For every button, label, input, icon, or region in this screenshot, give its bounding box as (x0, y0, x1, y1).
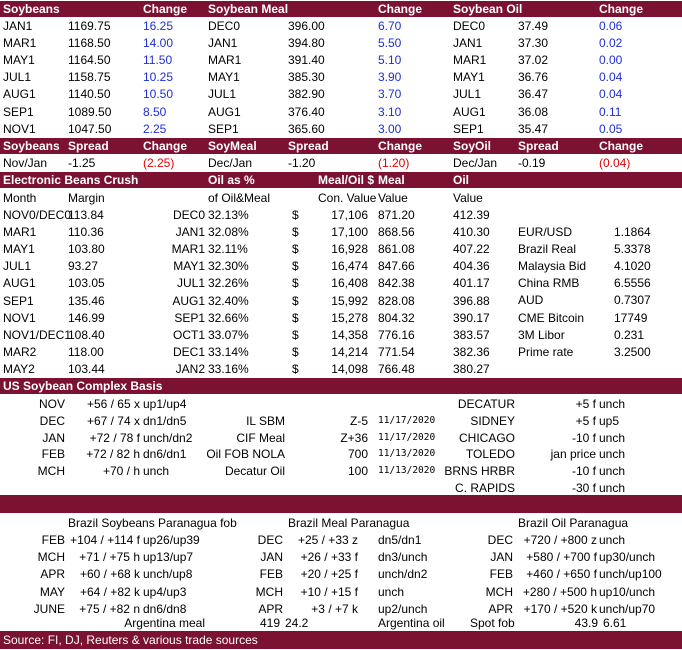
basis-date: 11/17/2020 (378, 414, 436, 426)
crush-margin: 118.00 (68, 344, 104, 359)
brazil-oil-month: JAN (490, 550, 513, 565)
brazil-soy-basis: +64 / +82 k (79, 584, 140, 599)
spot-fob-label: Spot fob (470, 616, 515, 630)
crush-oil-value: 390.17 (453, 310, 490, 325)
basis-title: US Soybean Complex Basis (3, 379, 163, 393)
basis-value: +67 / 74 x (86, 413, 140, 428)
soymeal-change: 3.70 (378, 87, 402, 102)
market-label: Malaysia Bid (518, 259, 587, 274)
source-note: Source: FI, DJ, Reuters & various trade sources (3, 633, 258, 647)
argentina-oil-value1: 43.9 (574, 616, 598, 630)
basis-change: dn6/dn1 (143, 447, 187, 462)
brazil-soy-month: FEB (41, 533, 65, 547)
soyoil-price: 36.47 (518, 87, 549, 102)
brazil-meal-month: JAN (260, 550, 283, 565)
soyoil-change: 0.04 (599, 87, 623, 102)
crush-oil-value: 412.39 (453, 208, 490, 222)
crush-oil-pct: 32.13% (208, 208, 249, 222)
brazil-soy-change: dn6/dn8 (143, 601, 187, 616)
crush-meal-value: 871.20 (378, 208, 415, 222)
brazil-meal-month: DEC (257, 533, 283, 547)
soyoil-price: 37.02 (518, 53, 549, 68)
crush-meal-header: Meal (378, 173, 405, 187)
crush-month: MAR1 (3, 225, 37, 240)
soyoil-price: 35.47 (518, 121, 549, 136)
soyoil-header: Soybean Oil (453, 2, 523, 16)
soyoil-change: 0.04 (599, 70, 623, 85)
crush-oil-value: 396.88 (453, 293, 490, 308)
soymeal-month: DEC0 (208, 19, 241, 33)
basis-change: unch/dn2 (143, 430, 193, 445)
crush-meal-value: 868.56 (378, 225, 415, 240)
basis-value: +72 / 82 h (86, 447, 140, 462)
crush-meal-value: 828.08 (378, 293, 415, 308)
crush-oil-month: DEC0 (172, 208, 205, 222)
crush-oil-value: 380.27 (453, 361, 490, 376)
crush-oil-value-subheader: Value (453, 191, 483, 205)
basis-location: C. RAPIDS (454, 481, 515, 495)
soymeal-month: MAR1 (208, 53, 242, 68)
spread-soybeans-label: Nov/Jan (3, 156, 48, 170)
brazil-meal-change: up2/unch (378, 601, 428, 616)
crush-con-value: 14,214 (331, 344, 368, 359)
crush-meal-value: 804.32 (378, 310, 415, 325)
crush-meal-value: 847.66 (378, 259, 415, 274)
basis-value: +72 / 78 f (89, 430, 140, 445)
basis-month: JAN (42, 430, 65, 445)
crush-margin: 108.40 (68, 327, 105, 342)
spread-soymeal-label: Dec/Jan (208, 156, 253, 170)
crush-meal-value-subheader: Value (378, 191, 408, 205)
soyoil-change: 0.00 (599, 53, 623, 68)
soymeal-change: 5.50 (378, 36, 402, 51)
market-label: CME Bitcoin (518, 310, 585, 325)
soybean-price: 1158.75 (68, 70, 111, 85)
market-label: China RMB (518, 276, 580, 291)
spread-soybeans-change-header: Change (143, 139, 188, 153)
soybean-month: AUG1 (3, 87, 36, 102)
crush-oil-value: 407.22 (453, 242, 490, 257)
soymeal-month: AUG1 (208, 104, 241, 119)
brazil-oil-change: unch (599, 533, 626, 547)
spread-soyoil-value: -0.19 (518, 156, 546, 170)
brazil-oil-month: APR (488, 601, 513, 616)
crush-margin: 146.99 (68, 310, 105, 325)
brazil-meal-basis: +10 / +15 f (300, 584, 358, 599)
crush-month: MAY2 (3, 361, 35, 376)
brazil-oil-change: unch/up100 (599, 567, 662, 582)
soymeal-change: 3.10 (378, 104, 402, 119)
crush-con-value: 16,928 (331, 242, 368, 257)
crush-meal-value: 766.48 (378, 361, 415, 376)
crush-con-value: 15,278 (331, 310, 368, 325)
spread-soymeal-value: -1.20 (288, 156, 316, 170)
basis-location: SIDNEY (470, 413, 515, 428)
soyoil-month: DEC0 (453, 19, 486, 33)
crush-meal-value: 771.54 (378, 344, 415, 359)
basis-location: BRNS HRBR (444, 464, 515, 479)
crush-oil-value: 401.17 (453, 276, 490, 291)
crush-oil-value: 410.30 (453, 225, 490, 240)
spread-soymeal-header: SoyMeal (208, 139, 257, 153)
market-value: 3.2500 (614, 344, 651, 359)
brazil-meal-change: unch (378, 584, 405, 599)
soybean-change: 16.25 (143, 19, 174, 33)
soyoil-price: 36.08 (518, 104, 549, 119)
crush-meal-oil-header: Meal/Oil $ (318, 173, 375, 187)
crush-oil-pct: 32.26% (208, 276, 249, 291)
crush-oil-month: MAY1 (173, 259, 205, 274)
soymeal-change: 5.10 (378, 53, 402, 68)
basis-location-change: unch (599, 464, 626, 479)
soyoil-change: 0.06 (599, 19, 623, 33)
market-label: EUR/USD (518, 225, 573, 239)
brazil-meal-change: unch/dn2 (378, 567, 428, 582)
spread-soybeans-spread-header: Spread (68, 139, 109, 153)
soyoil-month: SEP1 (453, 121, 484, 136)
basis-location-change: unch (599, 481, 626, 495)
basis-location-value: jan price (550, 447, 596, 462)
soybean-price: 1089.50 (68, 104, 112, 119)
basis-location-change: unch (599, 397, 626, 411)
brazil-soy-basis: +60 / +68 k (79, 567, 140, 582)
brazil-soy-basis: +71 / +75 h (79, 550, 140, 565)
soymeal-month: JAN1 (208, 36, 238, 51)
soybean-price: 1140.50 (68, 87, 111, 102)
brazil-oil-month: DEC (487, 533, 513, 547)
soymeal-month: SEP1 (208, 121, 239, 136)
soybean-price: 1047.50 (68, 121, 112, 136)
crush-dollar-sign: $ (292, 208, 299, 222)
brazil-meal-basis: +26 / +33 f (300, 550, 358, 565)
crush-margin: 103.05 (68, 276, 105, 291)
market-label: Prime rate (518, 344, 574, 359)
brazil-soy-header: Brazil Soybeans Paranagua fob (68, 516, 237, 530)
brazil-meal-basis: +25 / +33 z (297, 533, 358, 547)
soyoil-change: 0.02 (599, 36, 623, 51)
brazil-meal-month: MCH (255, 584, 283, 599)
crush-month: NOV0/DEC0 (3, 208, 72, 222)
brazil-oil-basis: +580 / +700 f (526, 550, 597, 565)
crush-oil-pct: 32.11% (208, 242, 248, 257)
basis-location-change: unch (599, 447, 626, 462)
crush-margin: 103.80 (68, 242, 105, 257)
brazil-soy-basis: +75 / +82 n (79, 601, 140, 616)
soymeal-price: 396.00 (288, 19, 325, 33)
soyoil-price: 37.30 (518, 36, 549, 51)
crush-oil-value: 383.57 (453, 327, 490, 342)
basis-month: DEC (39, 413, 65, 428)
soybean-price: 1164.50 (68, 53, 111, 68)
brazil-meal-basis: +20 / +25 f (300, 567, 358, 582)
soybean-change: 10.50 (143, 87, 174, 102)
spread-soybeans-header: Soybeans (3, 139, 60, 153)
crush-month: NOV1 (3, 310, 36, 325)
soymeal-price: 391.40 (288, 53, 325, 68)
crush-month-subheader: Month (3, 191, 37, 205)
soyoil-month: JUL1 (453, 87, 482, 102)
crush-margin: 93.27 (68, 259, 99, 274)
soybean-price: 1169.75 (68, 19, 111, 33)
crush-dollar-sign: $ (292, 225, 299, 240)
basis-date: 11/13/2020 (378, 465, 436, 477)
market-value: 17749 (614, 310, 648, 325)
crush-oil-pct: 32.66% (208, 310, 249, 325)
crush-oil-pct: 33.07% (208, 327, 249, 342)
market-value: 0.7307 (614, 293, 651, 308)
basis-month: FEB (41, 447, 65, 462)
spread-soyoil-header: SoyOil (453, 139, 492, 153)
crush-oil-pct: 32.08% (208, 225, 249, 240)
market-value: 5.3378 (614, 242, 651, 257)
crush-margin: 110.36 (68, 225, 104, 240)
basis-location-change: up5 (599, 413, 620, 428)
spread-soybeans-change: (2.25) (143, 156, 175, 170)
argentina-meal-value2: 24.2 (285, 616, 309, 630)
soymeal-price: 365.60 (288, 121, 325, 136)
soybean-month: MAR1 (3, 36, 37, 51)
soybean-change: 8.50 (143, 104, 167, 119)
crush-dollar-sign: $ (292, 361, 299, 376)
soymeal-header: Soybean Meal (208, 2, 289, 16)
crush-dollar-sign: $ (292, 310, 299, 325)
crush-dollar-sign: $ (292, 242, 299, 257)
market-label: AUD (518, 293, 544, 308)
crush-dollar-sign: $ (292, 276, 299, 291)
crush-oil-month: AUG1 (172, 293, 205, 308)
crush-con-value: 17,106 (331, 208, 368, 222)
brazil-oil-basis: +280 / +500 h (522, 584, 597, 599)
soyoil-price: 37.49 (518, 19, 549, 33)
basis-product: IL SBM (246, 413, 285, 428)
crush-con-value: 15,992 (331, 293, 368, 308)
soybean-change: 11.50 (143, 53, 173, 68)
market-value: 6.5556 (614, 276, 651, 291)
crush-margin: 135.46 (68, 293, 105, 308)
crush-oil-value: 382.36 (453, 344, 490, 359)
basis-location: TOLEDO (465, 447, 515, 462)
market-label: 3M Libor (518, 327, 565, 342)
basis-location: DECATUR (457, 397, 515, 411)
brazil-oil-basis: +460 / +650 f (526, 567, 597, 582)
crush-oil-month: JUL1 (176, 276, 205, 291)
spread-soyoil-spread-header: Spread (518, 139, 559, 153)
crush-margin: 103.44 (68, 361, 105, 376)
spread-soybeans-value: -1.25 (68, 156, 96, 170)
crush-month: AUG1 (3, 276, 36, 291)
basis-product: Oil FOB NOLA (206, 447, 285, 462)
brazil-meal-basis: +3 / +7 k (311, 601, 358, 616)
argentina-meal-value1: 419 (259, 616, 280, 630)
crush-meal-value: 842.38 (378, 276, 415, 291)
spread-soyoil-label: Dec/Jan (453, 156, 498, 170)
argentina-oil-value2: 6.61 (603, 616, 627, 630)
brazil-soy-change: up13/up7 (143, 550, 194, 565)
basis-value: +70 / h (102, 464, 140, 479)
brazil-meal-month: APR (258, 601, 283, 616)
soymeal-change: 3.90 (378, 70, 402, 85)
basis-quote: 100 (347, 464, 368, 479)
basis-location: CHICAGO (458, 430, 515, 445)
soyoil-month: MAR1 (453, 53, 487, 68)
basis-quote: 700 (347, 447, 368, 462)
crush-meal-value: 861.08 (378, 242, 415, 257)
soyoil-change-header: Change (599, 2, 644, 16)
brazil-oil-month: MCH (485, 584, 513, 599)
crush-oil-month: OCT1 (172, 327, 205, 342)
soybeans-header: Soybeans (3, 2, 60, 16)
soymeal-month: MAY1 (208, 70, 240, 85)
basis-date: 11/17/2020 (378, 431, 436, 443)
crush-con-value: 16,408 (331, 276, 368, 291)
soybean-price: 1168.50 (68, 36, 111, 51)
argentina-oil-label: Argentina oil (378, 616, 445, 630)
market-value: 4.1020 (614, 259, 651, 274)
soyoil-month: AUG1 (453, 104, 486, 119)
brazil-oil-change: up10/unch (599, 584, 656, 599)
crush-dollar-sign: $ (292, 259, 299, 274)
brazil-soy-month: MCH (37, 550, 65, 565)
soymeal-month: JUL1 (208, 87, 237, 102)
basis-location-value: -10 f (571, 464, 596, 479)
basis-location-value: -30 f (571, 481, 596, 495)
soymeal-change: 3.00 (378, 121, 402, 136)
crush-oil-month: SEP1 (174, 310, 205, 325)
soyoil-price: 36.76 (518, 70, 549, 85)
soyoil-change: 0.05 (599, 121, 623, 136)
basis-value: +56 / 65 x (86, 397, 140, 411)
brazil-soy-change: up26/up39 (143, 533, 200, 547)
crush-con-value: 14,098 (331, 361, 368, 376)
spread-soymeal-spread-header: Spread (288, 139, 329, 153)
brazil-soy-change: up4/up3 (143, 584, 187, 599)
basis-change: up1/up4 (143, 397, 187, 411)
crush-oil-pct: 33.14% (208, 344, 249, 359)
basis-location-value: -10 f (571, 430, 596, 445)
crush-month: JUL1 (3, 259, 32, 274)
brazil-oil-change: up30/unch (599, 550, 656, 565)
soybean-month: NOV1 (3, 121, 36, 136)
crush-margin-subheader: Margin (68, 191, 105, 205)
brazil-meal-change: dn5/dn1 (378, 533, 422, 547)
brazil-soy-basis: +104 / +114 f (70, 533, 140, 547)
brazil-meal-header: Brazil Meal Paranagua (288, 516, 410, 530)
market-value: 1.1864 (614, 225, 651, 239)
basis-month: NOV (38, 397, 65, 411)
crush-oil-pct: 32.30% (208, 259, 249, 274)
brazil-oil-month: FEB (489, 567, 513, 582)
spread-soyoil-change: (0.04) (599, 156, 631, 170)
section-divider-bar (0, 495, 682, 513)
soybean-month: JAN1 (3, 19, 33, 33)
soybean-month: JUL1 (3, 70, 32, 85)
basis-quote: Z-5 (350, 413, 368, 428)
spread-soymeal-change: (1.20) (378, 156, 410, 170)
soyoil-month: MAY1 (453, 70, 485, 85)
crush-con-value: 17,100 (331, 225, 368, 240)
crush-con-subheader: Con. Value (318, 191, 377, 205)
crush-oil-pct: 32.40% (208, 293, 249, 308)
brazil-soy-month: MAY (39, 584, 65, 599)
brazil-oil-basis: +170 / +520 k (523, 601, 597, 616)
soymeal-price: 394.80 (288, 36, 325, 51)
basis-date: 11/13/2020 (378, 448, 436, 460)
brazil-soy-month: APR (40, 567, 65, 582)
soybean-change: 2.25 (143, 121, 167, 136)
basis-location-value: +5 f (575, 397, 596, 411)
soymeal-price: 385.30 (288, 70, 325, 85)
crush-month: MAR2 (3, 344, 37, 359)
crush-oil-month: MAR1 (171, 242, 205, 257)
crush-dollar-sign: $ (292, 293, 299, 308)
brazil-meal-change: dn3/unch (378, 550, 428, 565)
soyoil-change: 0.11 (599, 104, 622, 119)
basis-product: Decatur Oil (224, 464, 285, 479)
crush-oil-pct: 33.16% (208, 361, 249, 376)
brazil-meal-month: FEB (259, 567, 283, 582)
soybean-month: MAY1 (3, 53, 35, 68)
brazil-soy-change: unch/up8 (143, 567, 193, 582)
soybeans-change-header: Change (143, 2, 188, 16)
crush-oilmeal-subheader: of Oil&Meal (208, 191, 271, 205)
crush-month: SEP1 (3, 293, 34, 308)
soybean-change: 10.25 (143, 70, 174, 85)
crush-oil-value: 404.36 (453, 259, 490, 274)
spread-soymeal-change-header: Change (378, 139, 423, 153)
basis-product: CIF Meal (236, 430, 285, 445)
brazil-oil-change: unch/up70 (599, 601, 656, 616)
market-label: Brazil Real (518, 242, 577, 257)
argentina-meal-label: Argentina meal (124, 616, 205, 630)
market-value: 0.231 (614, 327, 645, 342)
spread-soyoil-change-header: Change (599, 139, 644, 153)
crush-oil-month: JAN2 (175, 361, 205, 376)
basis-month: MCH (37, 464, 65, 479)
crush-oil-pct-header: Oil as % (208, 173, 255, 187)
soymeal-change: 6.70 (378, 19, 402, 33)
crush-month: NOV1/DEC1 (3, 327, 72, 342)
soymeal-change-header: Change (378, 2, 423, 16)
basis-quote: Z+36 (340, 430, 368, 445)
crush-title: Electronic Beans Crush (3, 173, 139, 187)
basis-change: unch (143, 464, 170, 479)
crush-oil-header: Oil (453, 173, 470, 187)
prices-header-bar (0, 1, 682, 17)
basis-change: dn1/dn5 (143, 413, 187, 428)
crush-con-value: 14,358 (331, 327, 368, 342)
crush-oil-month: DEC1 (172, 344, 205, 359)
brazil-oil-basis: +720 / +800 z (523, 533, 597, 547)
crush-dollar-sign: $ (292, 344, 299, 359)
soymeal-price: 376.40 (288, 104, 325, 119)
crush-margin: 113.84 (68, 208, 104, 222)
basis-location-change: unch (599, 430, 626, 445)
basis-location-value: +5 f (575, 413, 596, 428)
brazil-oil-header: Brazil Oil Paranagua (518, 516, 629, 530)
crush-dollar-sign: $ (292, 327, 299, 342)
crush-month: MAY1 (3, 242, 35, 257)
soymeal-price: 382.90 (288, 87, 325, 102)
crush-meal-value: 776.16 (378, 327, 415, 342)
crush-con-value: 16,474 (331, 259, 368, 274)
crush-oil-month: JAN1 (175, 225, 205, 240)
soybean-change: 14.00 (143, 36, 174, 51)
brazil-soy-month: JUNE (33, 601, 65, 616)
soybean-month: SEP1 (3, 104, 34, 119)
soyoil-month: JAN1 (453, 36, 483, 51)
